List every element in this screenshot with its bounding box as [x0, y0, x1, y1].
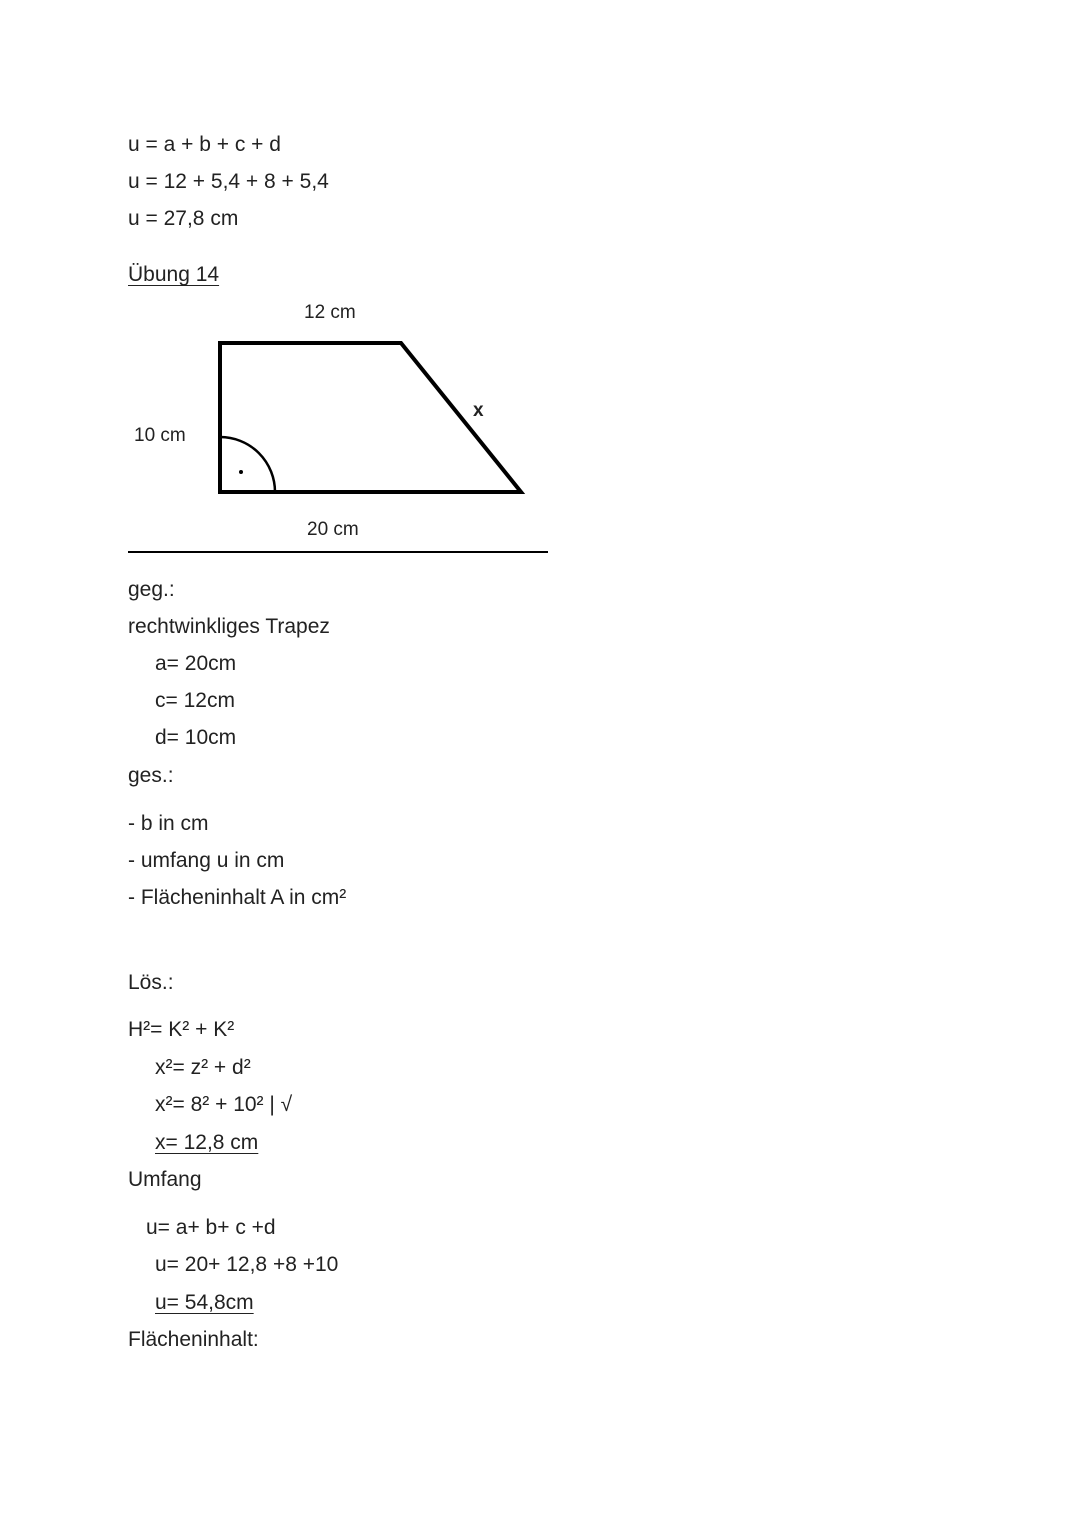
- perimeter-formula: u= a+ b+ c +d: [146, 1216, 276, 1239]
- perimeter-heading: Umfang: [128, 1168, 202, 1191]
- wanted-item: - b in cm: [128, 812, 209, 835]
- pythagoras-step2: x²= 8² + 10² | √: [155, 1093, 293, 1116]
- solution-heading: Lös.:: [128, 971, 174, 994]
- wanted-item: - Flächeninhalt A in cm²: [128, 886, 347, 909]
- wanted-item: - umfang u in cm: [128, 849, 285, 872]
- exercise-title: Übung 14: [128, 263, 220, 286]
- area-heading: Flächeninhalt:: [128, 1328, 259, 1351]
- figure-top-label: 12 cm: [304, 302, 356, 323]
- given-heading: geg.:: [128, 578, 175, 601]
- given-a: a= 20cm: [155, 652, 237, 675]
- wanted-heading: ges.:: [128, 764, 174, 787]
- perimeter-result: u= 54,8cm: [155, 1291, 254, 1314]
- prev-formula: u = a + b + c + d: [128, 133, 281, 156]
- trapezoid-figure: [120, 290, 560, 560]
- figure-slant-label: x: [473, 400, 484, 421]
- figure-bottom-label: 20 cm: [307, 519, 359, 540]
- perimeter-values: u= 20+ 12,8 +8 +10: [155, 1253, 339, 1276]
- prev-values: u = 12 + 5,4 + 8 + 5,4: [128, 170, 329, 193]
- right-angle-dot: [239, 470, 243, 474]
- given-c: c= 12cm: [155, 689, 235, 712]
- pythagoras-step1: x²= z² + d²: [155, 1056, 251, 1079]
- prev-result: u = 27,8 cm: [128, 207, 239, 230]
- right-angle-arc: [220, 437, 275, 492]
- pythagoras-formula: H²= K² + K²: [128, 1018, 235, 1041]
- given-d: d= 10cm: [155, 726, 237, 749]
- given-shape: rechtwinkliges Trapez: [128, 615, 330, 638]
- result-x: x= 12,8 cm: [155, 1131, 259, 1154]
- figure-left-label: 10 cm: [134, 425, 186, 446]
